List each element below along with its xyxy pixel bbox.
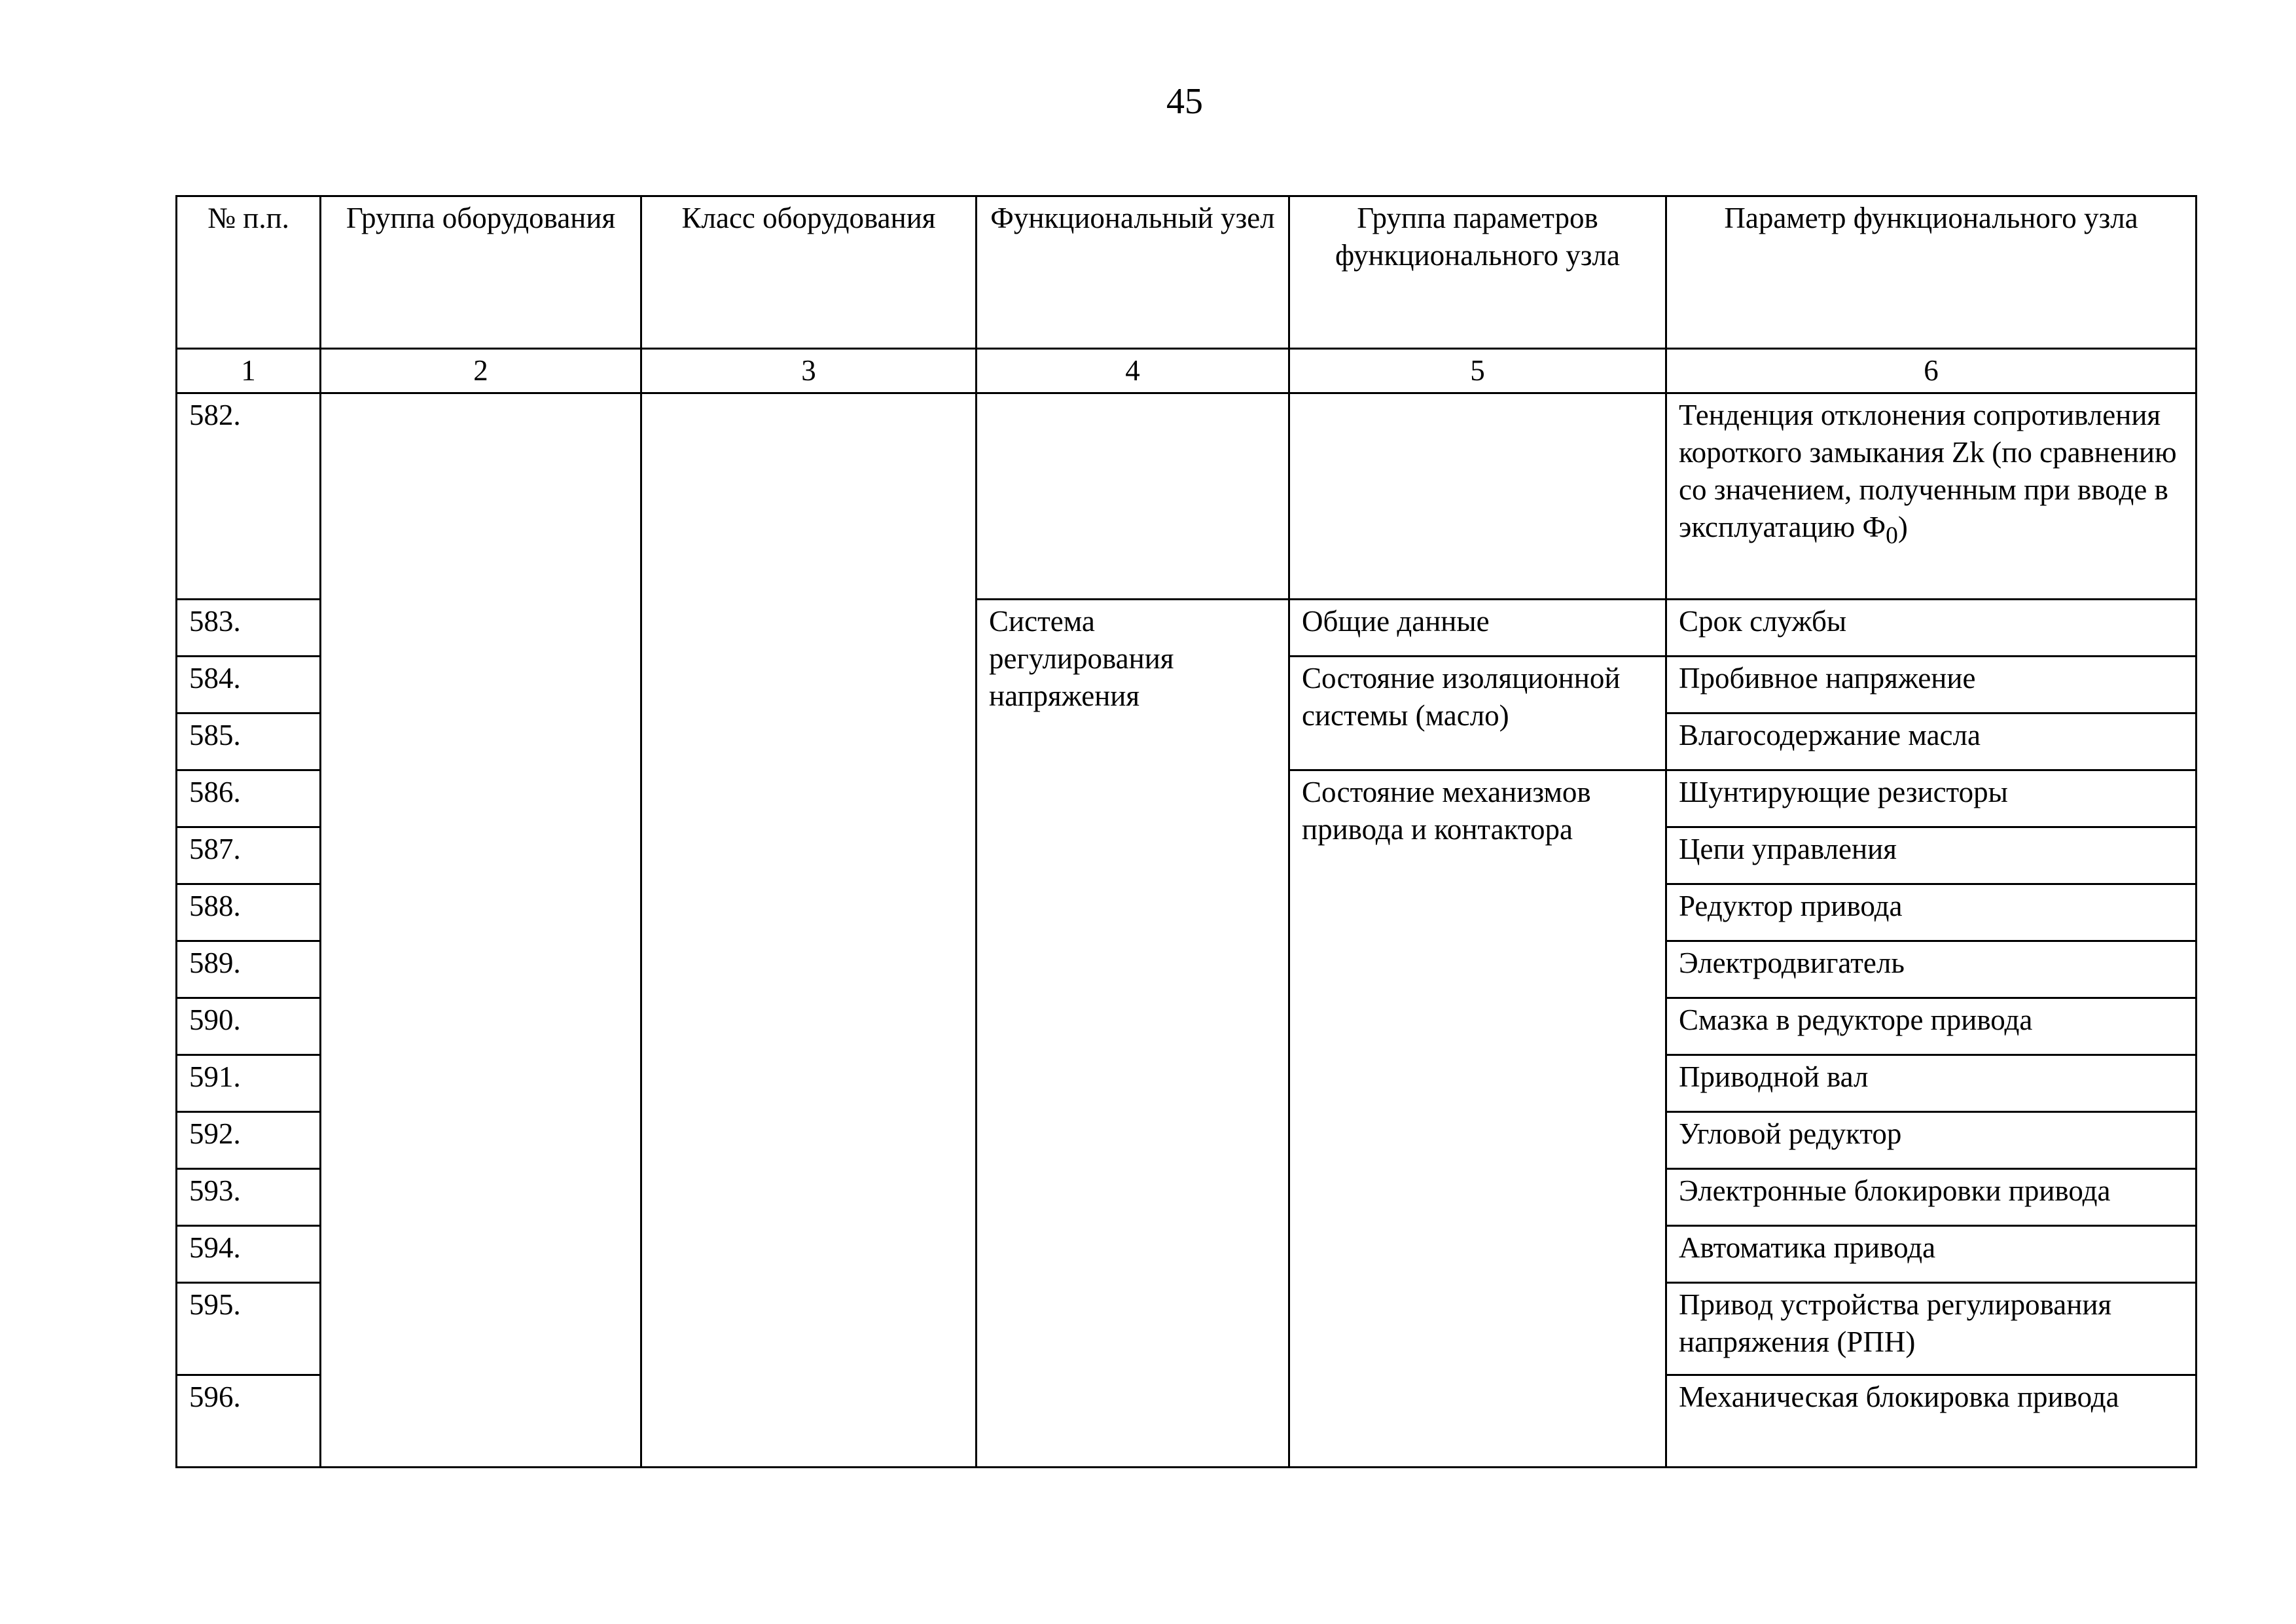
parameter-cell: Угловой редуктор	[1666, 1112, 2197, 1169]
column-index: 1	[177, 349, 321, 393]
parameter-cell: Электронные блокировки привода	[1666, 1169, 2197, 1226]
column-index: 2	[321, 349, 641, 393]
parameter-cell: Редуктор привода	[1666, 884, 2197, 941]
page-number: 45	[1166, 81, 1203, 122]
row-number: 582.	[177, 393, 321, 600]
parameter-cell: Приводной вал	[1666, 1055, 2197, 1112]
row-number: 583.	[177, 600, 321, 657]
parameter-text: Тенденция отклонения сопротивления короткого замыкания Zk (по сравнению со значением, полученным при вводе в эксплуатацию Ф	[1679, 399, 2177, 543]
equipment-class-cell	[641, 393, 977, 1468]
parameter-group-cell: Состояние механизмов привода и контактора	[1289, 770, 1666, 1468]
header-parameter-group: Группа параметров функционального узла	[1289, 196, 1666, 349]
functional-unit-cell: Система регулирования напряжения	[977, 600, 1289, 1468]
table-row	[177, 393, 2197, 600]
header-functional-unit: Функциональный узел	[977, 196, 1289, 349]
row-number: 588.	[177, 884, 321, 941]
row-number: 593.	[177, 1169, 321, 1226]
row-number: 587.	[177, 827, 321, 884]
parameter-cell: Электродвигатель	[1666, 941, 2197, 998]
header-equipment-group: Группа оборудования	[321, 196, 641, 349]
parameter-cell	[1666, 393, 2197, 600]
row-number: 591.	[177, 1055, 321, 1112]
header-row-number: № п.п.	[177, 196, 321, 349]
header-parameter: Параметр функционального узла	[1666, 196, 2197, 349]
parameter-cell: Пробивное напряжение	[1666, 657, 2197, 713]
parameter-group-cell: Состояние изоляционной системы (масло)	[1289, 657, 1666, 770]
parameter-cell: Срок службы	[1666, 600, 2197, 657]
column-index: 6	[1666, 349, 2197, 393]
parameter-subscript: 0	[1886, 522, 1898, 549]
row-number: 590.	[177, 998, 321, 1055]
table-header-row	[177, 196, 2197, 349]
parameter-text-tail: )	[1897, 511, 1908, 543]
parameter-cell: Автоматика привода	[1666, 1226, 2197, 1283]
functional-unit-cell	[977, 393, 1289, 600]
parameter-cell: Влагосодержание масла	[1666, 713, 2197, 770]
parameter-group-cell: Общие данные	[1289, 600, 1666, 657]
parameter-cell: Механическая блокировка привода	[1666, 1375, 2197, 1468]
column-index: 5	[1289, 349, 1666, 393]
parameter-cell: Цепи управления	[1666, 827, 2197, 884]
parameter-group-cell	[1289, 393, 1666, 600]
header-equipment-class: Класс оборудования	[641, 196, 977, 349]
parameter-cell: Привод устройства регулирования напряжения (РПН)	[1666, 1283, 2197, 1375]
equipment-parameters-table	[175, 195, 2197, 1468]
row-number: 585.	[177, 713, 321, 770]
column-index: 4	[977, 349, 1289, 393]
row-number: 584.	[177, 657, 321, 713]
row-number: 595.	[177, 1283, 321, 1375]
column-index-row	[177, 349, 2197, 393]
column-index: 3	[641, 349, 977, 393]
row-number: 589.	[177, 941, 321, 998]
parameter-cell: Шунтирующие резисторы	[1666, 770, 2197, 827]
row-number: 592.	[177, 1112, 321, 1169]
row-number: 594.	[177, 1226, 321, 1283]
row-number: 586.	[177, 770, 321, 827]
parameter-cell: Смазка в редукторе привода	[1666, 998, 2197, 1055]
row-number: 596.	[177, 1375, 321, 1468]
equipment-group-cell	[321, 393, 641, 1468]
